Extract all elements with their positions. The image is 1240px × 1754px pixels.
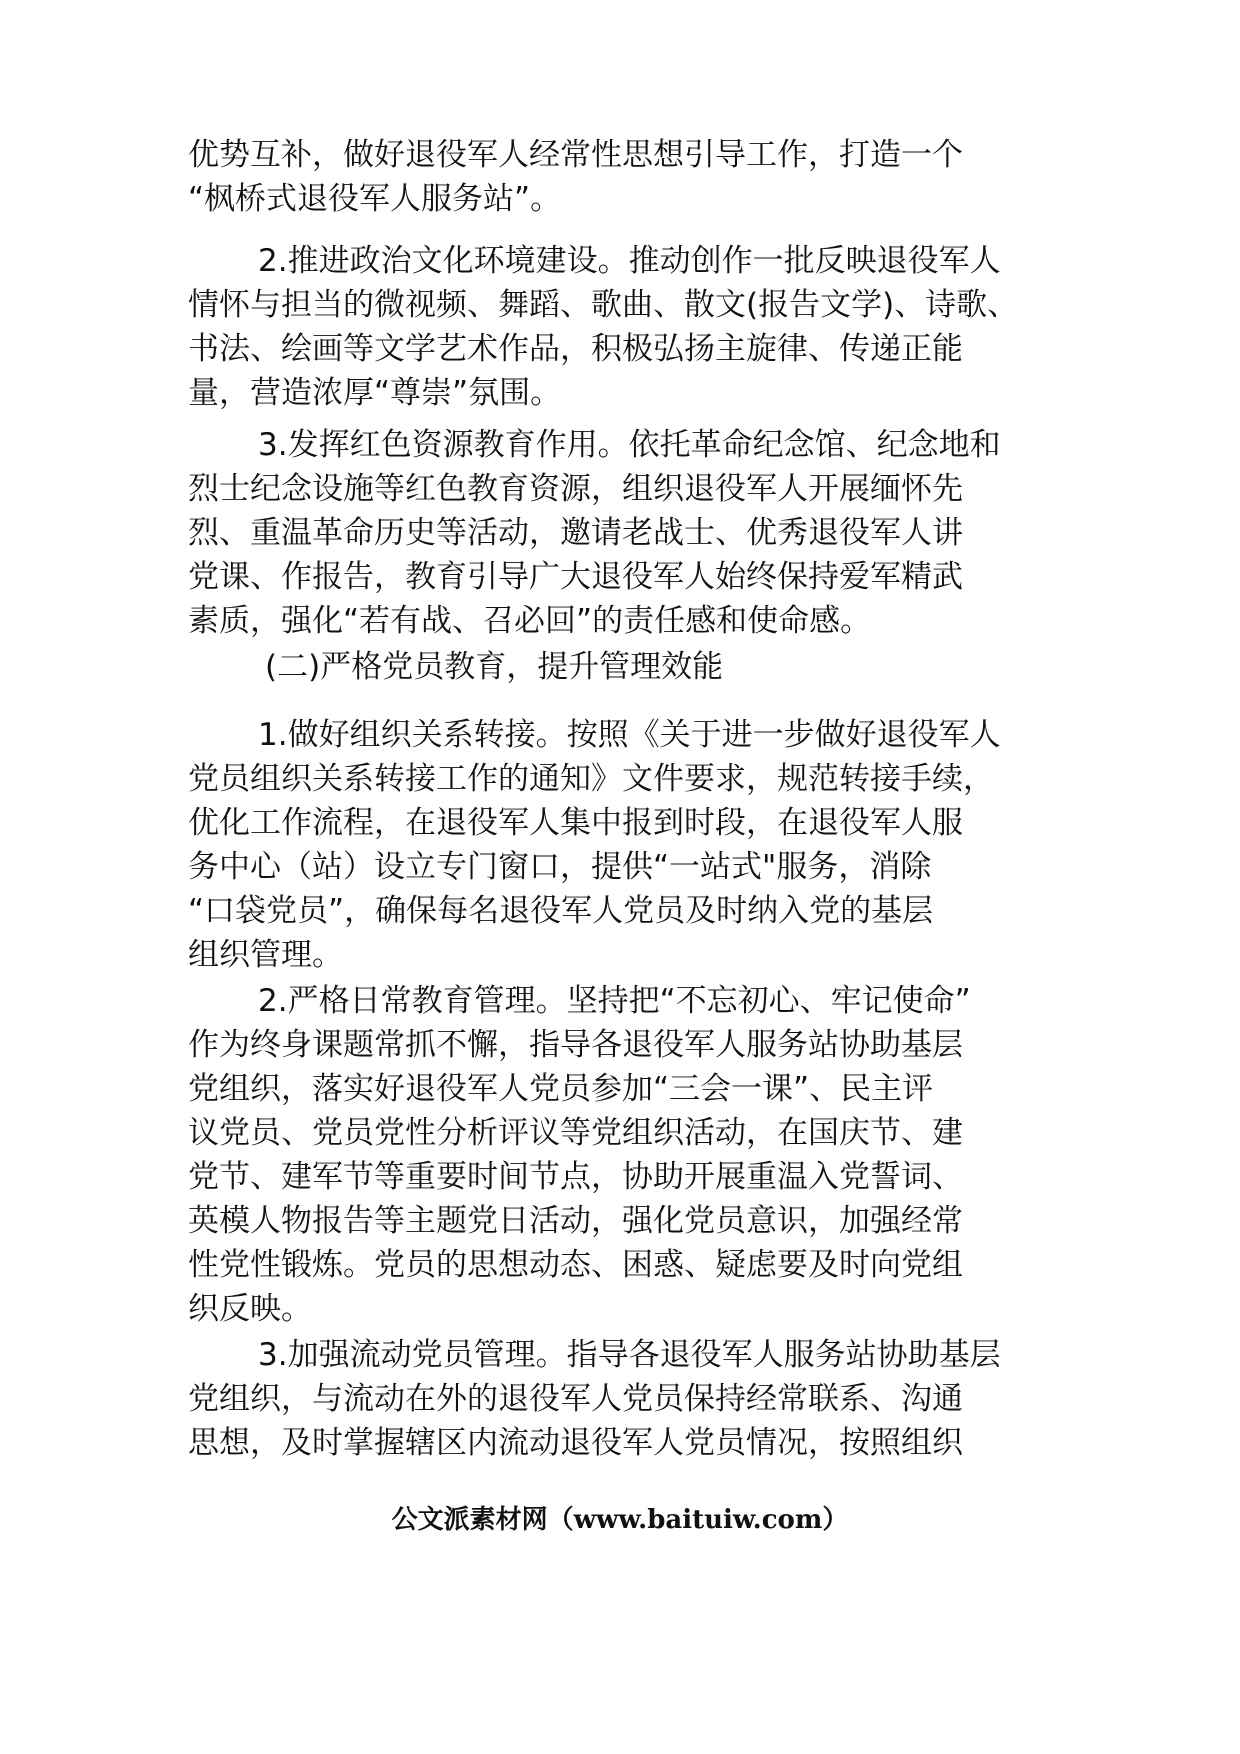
text-line: 织反映。 [188,1291,312,1327]
section-heading-text: (二)严格党员教育，提升管理效能 [265,649,724,685]
text-line: 党课、作报告，教育引导广大退役军人始终保持爱军精武 [188,559,963,595]
section-heading [188,645,1068,689]
text-line: 党员组织关系转接工作的通知》文件要求，规范转接手续， [188,761,994,797]
text-line: 党节、建军节等重要时间节点，协助开展重温入党誓词、 [188,1159,963,1195]
text-line: 烈、重温革命历史等活动，邀请老战士、优秀退役军人讲 [188,515,963,551]
text-line: 议党员、党员党性分析评议等党组织活动，在国庆节、建 [188,1115,963,1151]
text-line: 优势互补，做好退役军人经常性思想引导工作，打造一个 [188,137,963,173]
paragraph-red-resources [188,423,1068,643]
text-line: “枫桥式退役军人服务站”。 [188,181,562,217]
text-line: 英模人物报告等主题党日活动，强化党员意识，加强经常 [188,1203,963,1239]
text-line: 2.严格日常教育管理。坚持把“不忘初心、牢记使命” [258,983,971,1019]
text-line: 3.发挥红色资源教育作用。依托革命纪念馆、纪念地和 [258,427,1001,463]
paragraph-political-culture [188,239,1068,415]
text-line: 党组织，与流动在外的退役军人党员保持经常联系、沟通 [188,1381,963,1417]
text-line: 书法、绘画等文学艺术作品，积极弘扬主旋律、传递正能 [188,331,963,367]
text-line: 务中心（站）设立专门窗口，提供“一站式"服务，消除 [188,849,932,885]
text-line: 优化工作流程，在退役军人集中报到时段，在退役军人服 [188,805,963,841]
text-line: 2.推进政治文化环境建设。推动创作一批反映退役军人 [258,243,1001,279]
text-line: 情怀与担当的微视频、舞蹈、歌曲、散文(报告文学)、诗歌、 [188,287,1019,323]
text-line: 素质，强化“若有战、召必回”的责任感和使命感。 [188,603,872,639]
text-line: 组织管理。 [188,937,343,973]
text-line: “口袋党员”，确保每名退役军人党员及时纳入党的基层 [188,893,934,929]
text-line: 作为终身课题常抓不懈，指导各退役军人服务站协助基层 [188,1027,963,1063]
text-line: 思想，及时掌握辖区内流动退役军人党员情况，按照组织 [188,1425,963,1461]
paragraph-organization-transfer [188,713,1068,977]
text-line: 量，营造浓厚“尊崇”氛围。 [188,375,562,411]
paragraph-daily-education [188,979,1068,1331]
footer-watermark: 公文派素材网（www.baituiw.com） [391,1505,849,1535]
text-line: 3.加强流动党员管理。指导各退役军人服务站协助基层 [258,1337,1001,1373]
text-line: 党组织，落实好退役军人党员参加“三会一课”、民主评 [188,1071,934,1107]
paragraph-continuation [188,133,1068,221]
text-line: 1.做好组织关系转接。按照《关于进一步做好退役军人 [258,717,1001,753]
text-line: 性党性锻炼。党员的思想动态、困惑、疑虑要及时向党组 [188,1247,963,1283]
paragraph-mobile-members [188,1333,1068,1465]
text-line: 烈士纪念设施等红色教育资源，组织退役军人开展缅怀先 [188,471,963,507]
